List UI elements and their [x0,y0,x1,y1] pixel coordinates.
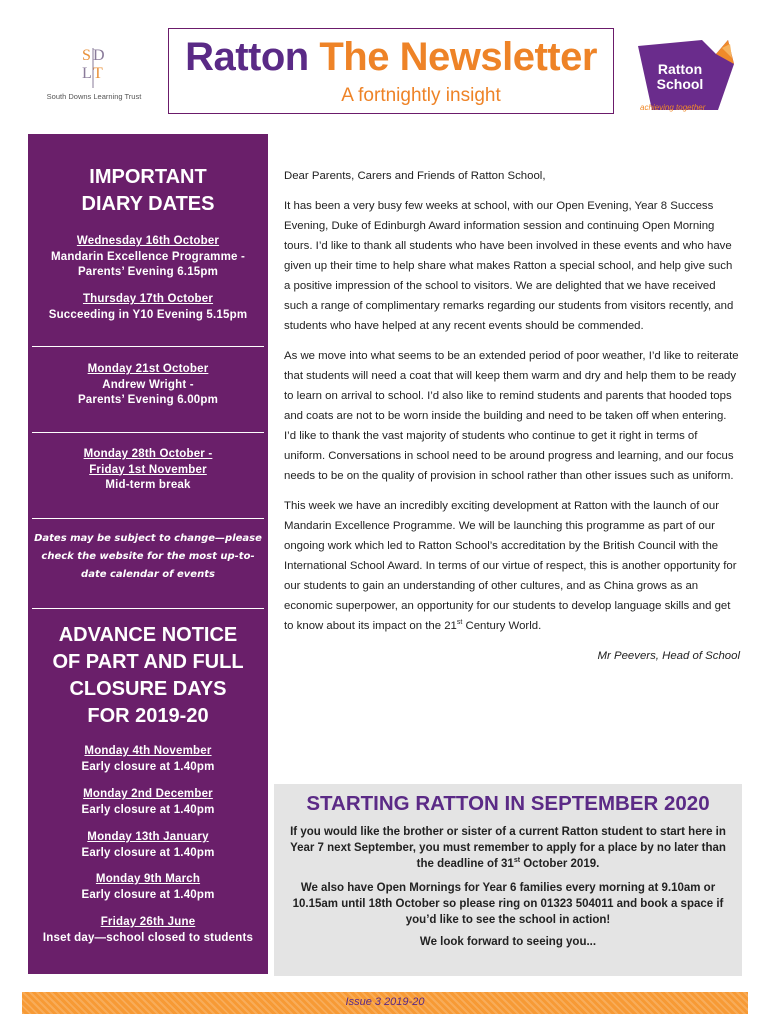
ratton-school-badge [630,36,740,116]
closure-entry [28,915,268,946]
diary-entry-line: Mandarin Excellence Programme - [50,250,246,263]
starting-paragraph [280,824,736,872]
starting-paragraph: We also have Open Mornings for Year 6 families every morning at 9.10am or 10.15am until 18th October so please ring on 01323 504011 and book a space if you’d like to see the school in action! [292,882,724,926]
sdlt-monogram-icon [74,44,114,90]
badge-school: School [656,76,704,92]
letter-paragraph [284,496,740,636]
closure-heading-line: CLOSURE DAYS [69,678,227,700]
ordinal-suffix: st [456,619,463,627]
svg-text:T: T [93,65,103,82]
title-ratton: Ratton [185,35,309,79]
closure-date: Monday 4th November [84,745,212,757]
diary-entry [28,362,268,409]
letter-paragraph-text: As we move into what seems to be an extended period of poor weather, I’d like to reiterate that students will need a coat that will keep them warm and dry and help them to be ready to learn on arrival to school. I’d also like to remind students and parents that hooded tops and coats are not to be worn inside the building and need to be taken off when entering. I’d like to thank the vast majority of students who continue to get it right in terms of uniform. Conversations in school need to be around progress and learning, and our focus needs to be on the quality of provision in school rather than other issues such as uniform. [284,350,739,482]
badge-ratton: Ratton [657,61,703,77]
closure-heading-line: OF PART AND FULL [52,651,244,673]
footer-bar [22,992,748,1014]
sidebar-divider [32,518,264,519]
letter-paragraph-text: This week we have an incredibly exciting development at Ratton with the launch of our Mandarin Excellence Programme. We will be launching this programme as part of our ongoing work which led to Ratton School’s accreditation by the British Council with the International School Award. In terms of our virtue of respect, this is another opportunity for our students to gain an understanding of other cultures, and as China grows as an economic superpower, an opportunity for our students to develop language skills and get to know about its impact on the 21 [284,500,737,632]
closure-detail: Early closure at 1.40pm [81,760,215,773]
closure-date: Monday 13th January [87,831,209,843]
diary-entry [28,292,268,323]
diary-entry-date: Monday 21st October [87,363,209,375]
starting-paragraph-end: October 2019. [520,858,600,870]
diary-entry-date: Friday 1st November [89,463,207,476]
head-letter [284,166,740,676]
closure-heading-line: ADVANCE NOTICE [58,624,238,646]
diary-entry-line: Mid-term break [105,479,191,491]
closure-date: Monday 9th March [95,873,201,885]
svg-text:S: S [82,47,91,64]
diary-heading-line1: IMPORTANT [89,166,207,188]
closure-entry [28,744,268,775]
sidebar-divider [32,432,264,433]
ratton-school-logo-icon [630,36,740,116]
badge-motto: achieving together [640,103,706,112]
diary-entry [28,234,268,281]
closure-detail: Early closure at 1.40pm [81,846,215,859]
closure-heading-line: FOR 2019-20 [87,705,209,727]
sidebar-divider [32,346,264,347]
title-the-newsletter: The Newsletter [319,35,597,79]
letter-paragraph [284,346,740,486]
closure-entry [28,830,268,861]
sidebar-divider [32,608,264,609]
letter-paragraph: It has been a very busy few weeks at school, with our Open Evening, Year 8 Success Evening, Duke of Edinburgh Award information session and continuing Open Morning tours. I’d like to thank all students who have been involved in these events and who have given up their time to help share what makes Ratton a special school, and help give such a positive impression of the school to visitors. We are delighted that we have received such a range of complimentary remarks regarding our students from visitors recently, and students who have helped at any recent events should be commended. [284,200,734,332]
letter-greeting: Dear Parents, Carers and Friends of Ratton School, [284,170,546,182]
closure-detail: Early closure at 1.40pm [81,803,215,816]
starting-ratton-box [274,784,742,976]
diary-sidebar [28,134,268,974]
diary-entry-line: Parents’ Evening 6.00pm [77,394,219,406]
diary-entry-line: Parents’ Evening 6.15pm [77,266,219,278]
diary-entry-line: Succeeding in Y10 Evening 5.15pm [48,308,248,321]
closure-entry [28,872,268,903]
starting-ratton-title: STARTING RATTON IN SEPTEMBER 2020 [306,792,710,815]
trust-logo [34,44,154,104]
starting-closing-line: We look forward to seeing you... [419,936,597,948]
newsletter-masthead [168,28,614,114]
closure-date: Friday 26th June [100,916,196,928]
svg-text:D: D [93,47,105,64]
letter-paragraph-end: Century World. [462,620,542,632]
starting-paragraph-text: If you would like the brother or sister of a current Ratton student to start here in Year 7 next September, you must remember to apply for a place by no later than the deadline of 31 [290,826,726,870]
trust-name: South Downs Learning Trust [46,92,142,101]
closure-date: Monday 2nd December [83,788,213,800]
ordinal-suffix: st [513,857,521,865]
newsletter-title [169,35,613,80]
closure-detail: Inset day—school closed to students [42,931,254,944]
diary-heading-line2: DIARY DATES [81,193,215,215]
diary-entry-date: Monday 28th October - [83,448,213,460]
newsletter-subtitle: A fortnightly insight [341,85,501,106]
diary-entry-date: Wednesday 16th October [76,235,220,247]
diary-entry-date: Thursday 17th October [82,293,214,305]
diary-entry-line: Andrew Wright - [102,378,194,391]
closure-entry [28,787,268,818]
letter-signoff: Mr Peevers, Head of School [597,650,740,662]
diary-entry [28,447,268,494]
dates-disclaimer: Dates may be subject to change—please check the website for the most up-to-date calendar of events [34,533,262,580]
svg-text:L: L [82,65,92,82]
issue-number: Issue 3 2019-20 [345,996,425,1008]
closure-detail: Early closure at 1.40pm [81,888,215,901]
